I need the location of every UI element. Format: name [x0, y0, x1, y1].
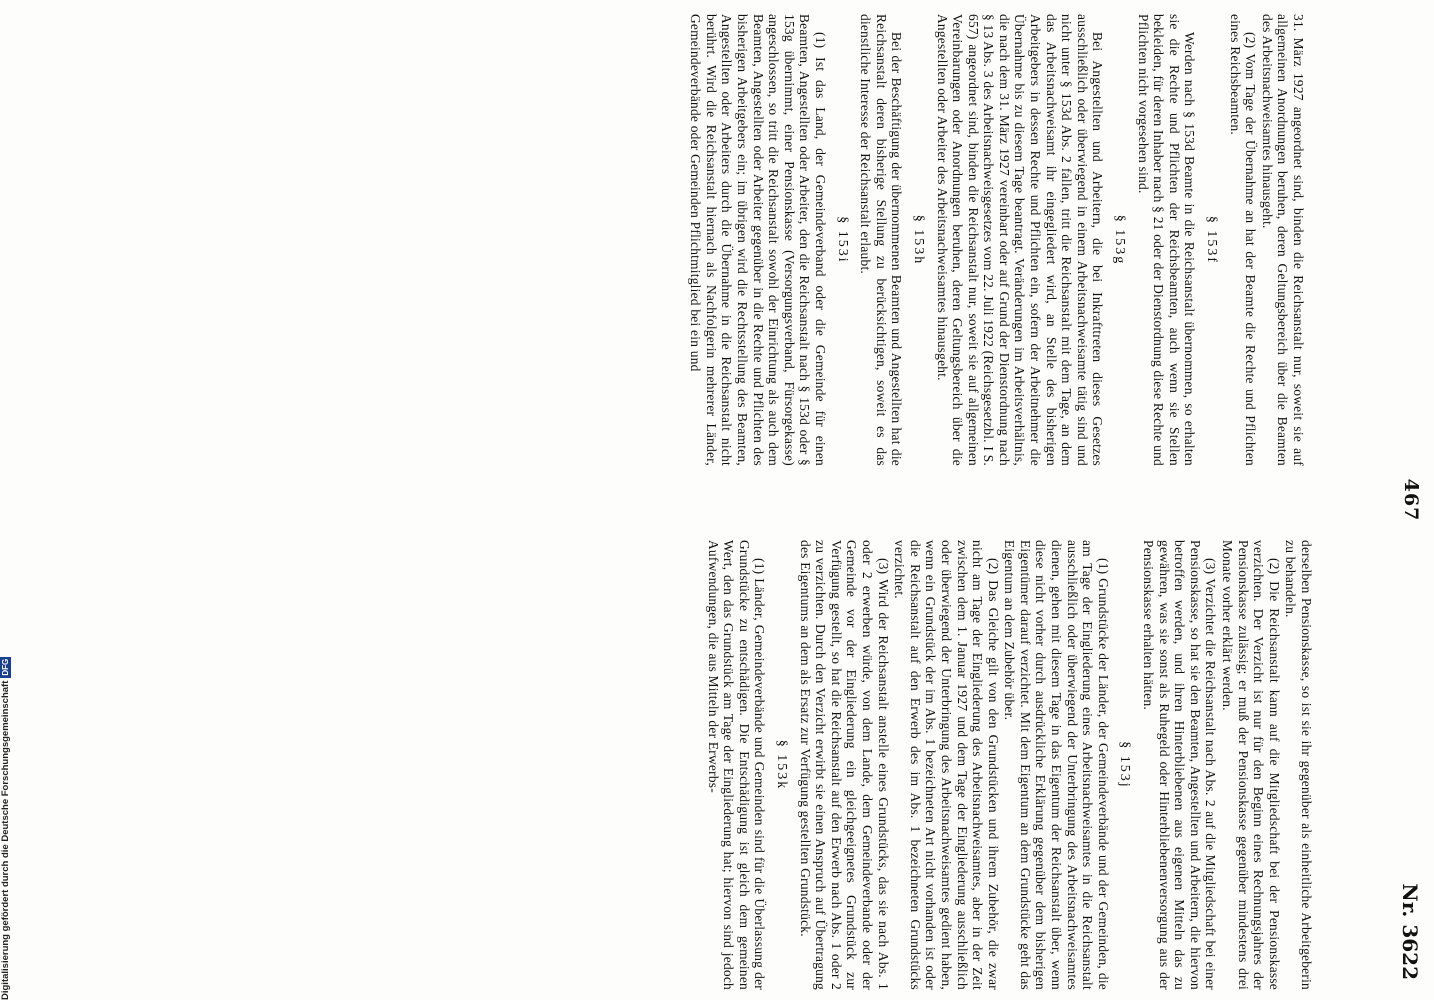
paragraph: (2) Das Gleiche gilt von den Grundstücken und ihrem Zubehör, die zwar nicht am Tage der Eingliederung des Arbeitsnachweisamtes, aber in der Zeit zwischen dem 1. Januar 1927 und dem Tage der Eingliederung ausschließlich oder überwiegend der Unterbringung des Arbeitsnachweisamtes gedient haben, wenn ein Grundstück der im Abs. 1 bezeichneten Art nicht vorhanden ist oder die Reichsanstalt auf den Erwerb des im Abs. 1 bezeichneten Grundstücks verzichtet. — [892, 540, 1001, 990]
credit-text: Digitalisierung gefördert durch die Deutsche Forschungsgemeinschaft — [0, 680, 12, 1000]
right-column — [704, 540, 1314, 990]
page-header — [1382, 0, 1422, 1000]
paragraph: (2) Die Reichsanstalt kann auf die Mitgliedschaft bei der Pensionskasse verzichten. Der Verzicht ist nur für den Beginn eines Rechnungsjahres der Pensionskasse zulässig; er muß der Pensionskasse gegenüber mindestens drei Monate vorher erklärt werden. — [1220, 540, 1282, 990]
paragraph: (1) Länder, Gemeindeverbände und Gemeinden sind für die Überlassung der Grundstücke zu entschädigen. Die Entschädigung ist gleich dem gemeinen Wert, den das Grundstück am Tage der Eingliederung hat; hiervon sind jedoch Aufwendungen, die aus Mitteln der Erwerbs- — [705, 540, 768, 990]
paragraph: (2) Vom Tage der Übernahme an hat der Beamte die Rechte und Pflichten eines Reichsbeamten. — [1227, 14, 1259, 466]
law-number: Nr. 3622 — [1398, 883, 1422, 980]
paragraph: Werden nach § 153d Beamte in die Reichsanstalt übernommen, so erhalten sie die Rechte und Pflichten der Reichsbeamten, auch wenn sie Stellen bekleiden, für deren Inhaber nach § 21 oder der Dienstordnung diese Rechte und Pflichten nicht vorgesehen sind. — [1135, 14, 1198, 466]
paragraph: Bei der Beschäftigung der übernommenen Beamten und Angestellten hat die Reichsanstalt deren bisherige Stellung zu berücksichtigen, soweit es das dienstliche Interesse der Reichsanstalt erlaubt. — [858, 14, 905, 466]
section-heading: § 153f — [1204, 215, 1220, 265]
paragraph: Bei Angestellten und Arbeitern, die bei Inkrafttreten dieses Gesetzes ausschließlich oder überwiegend in einem Arbeitsnachweisamte tätig sind und nicht unter § 153d Abs. 2 fallen, tritt die Reichsanstalt mit dem Tage, an dem das Arbeitsnachweisamt ihr eingegliedert wird, an Stelle des bisherigen Arbeitgebers in dessen Rechte und Pflichten ein, sofern der Arbeitnehmer die Übernahme bis zu diesem Tage beantragt. Veränderungen im Arbeitsverhältnis, die nach dem 31. März 1927 vereinbart oder auf Grund der Dienstordnung nach § 13 Abs. 3 des Arbeitsnachweisgesetzes vom 22. Juli 1922 (Reichsgesetzbl. I S. 657) angeordnet sind, binden die Reichsanstalt nur, soweit sie auf allgemeinen Vereinbarungen oder Anordnungen beruhen, deren Geltungsbereich über die Angestellten oder Arbeiter des Arbeitsnachweisamtes hinausgeht. — [934, 14, 1106, 466]
left-column — [687, 14, 1306, 466]
dfg-logo: DFG — [1, 658, 10, 676]
page-number: 467 — [1400, 478, 1422, 522]
section-heading: § 153k — [774, 739, 789, 791]
paragraph: derselben Pensionskasse, so ist sie ihr gegenüber als einheitliche Arbeitgeberin zu behandeln. — [1283, 540, 1314, 990]
paragraph: (1) Ist das Land, der Gemeindeverband oder die Gemeinde für einen Beamten, Angestellten oder Arbeiter, den die Reichsanstalt nach § 153d oder § 153g übernimmt, einer Pensionskasse (Versorgungsverband, Fürsorgekasse) angeschlossen, so tritt die Reichsanstalt sowohl der Einrichtung als auch dem Beamten, Angestellten oder Arbeiter gegenüber in die Rechte und Pflichten des bisherigen Arbeitgebers ein; im übrigen wird die Rechtsstellung des Beamten, Angestellten oder Arbeiters durch die Übernahme in die Reichsanstalt nicht berührt. Wird die Reichsanstalt hiernach als Nachfolgerin mehrerer Länder, Gemeindeverbände oder Gemeinden Pflichtmitglied bei ein und — [688, 14, 828, 466]
paragraph: 31. März 1927 angeordnet sind, binden die Reichsanstalt nur, soweit sie auf allgemeinen Anordnungen beruhen, deren Geltungsbereich über die Beamten des Arbeitsnachweisamtes hinausgeht. — [1259, 14, 1306, 466]
section-heading: § 153j — [1117, 741, 1133, 789]
paragraph: (1) Grundstücke der Länder, der Gemeindeverbände und der Gemeinden, die am Tage der Eingliederung eines Arbeitsnachweisamtes in die Reichsanstalt ausschließlich oder überwiegend der Unterbringung des Arbeitsnachweisamtes dienen, gehen mit diesem Tage in das Eigentum der Reichsanstalt über, wenn diese nicht vorher durch ausdrückliche Erklärung gegenüber dem bisherigen Eigentümer darauf verzichtet. Mit dem Eigentum an dem Grundstücke geht das Eigentum an dem Zubehör über. — [1002, 540, 1111, 990]
paragraph: (3) Verzichtet die Reichsanstalt nach Abs. 2 auf die Mitgliedschaft bei einer Pensionskasse, so hat sie den Beamten, Angestellten und Arbeitern, die hiervon betroffen werden, und ihren Hinterbliebenen aus eigenen Mitteln das zu gewähren, was sie sonst als Ruhegeld oder Hinterbliebenenversorgung aus der Pensionskasse erhalten hätten. — [1141, 540, 1219, 990]
digitization-credit — [0, 657, 11, 1000]
section-heading: § 153h — [910, 214, 926, 266]
section-heading: § 153g — [1112, 214, 1128, 266]
paragraph: (3) Wird der Reichsanstalt anstelle eines Grundstücks, das sie nach Abs. 1 oder 2 erwerben würde, von dem Lande, dem Gemeindeverbande oder der Gemeinde vor der Eingliederung ein gleichgeeignetes Grundstück zur Verfügung gestellt, so hat die Reichsanstalt auf den Erwerb nach Abs. 1 oder 2 zu verzichten. Durch den Verzicht erwirbt sie einen Anspruch auf Übertragung des Eigentums an dem als Ersatz zur Verfügung gestellten Grundstück. — [797, 540, 891, 990]
section-heading: § 153i — [834, 216, 850, 264]
